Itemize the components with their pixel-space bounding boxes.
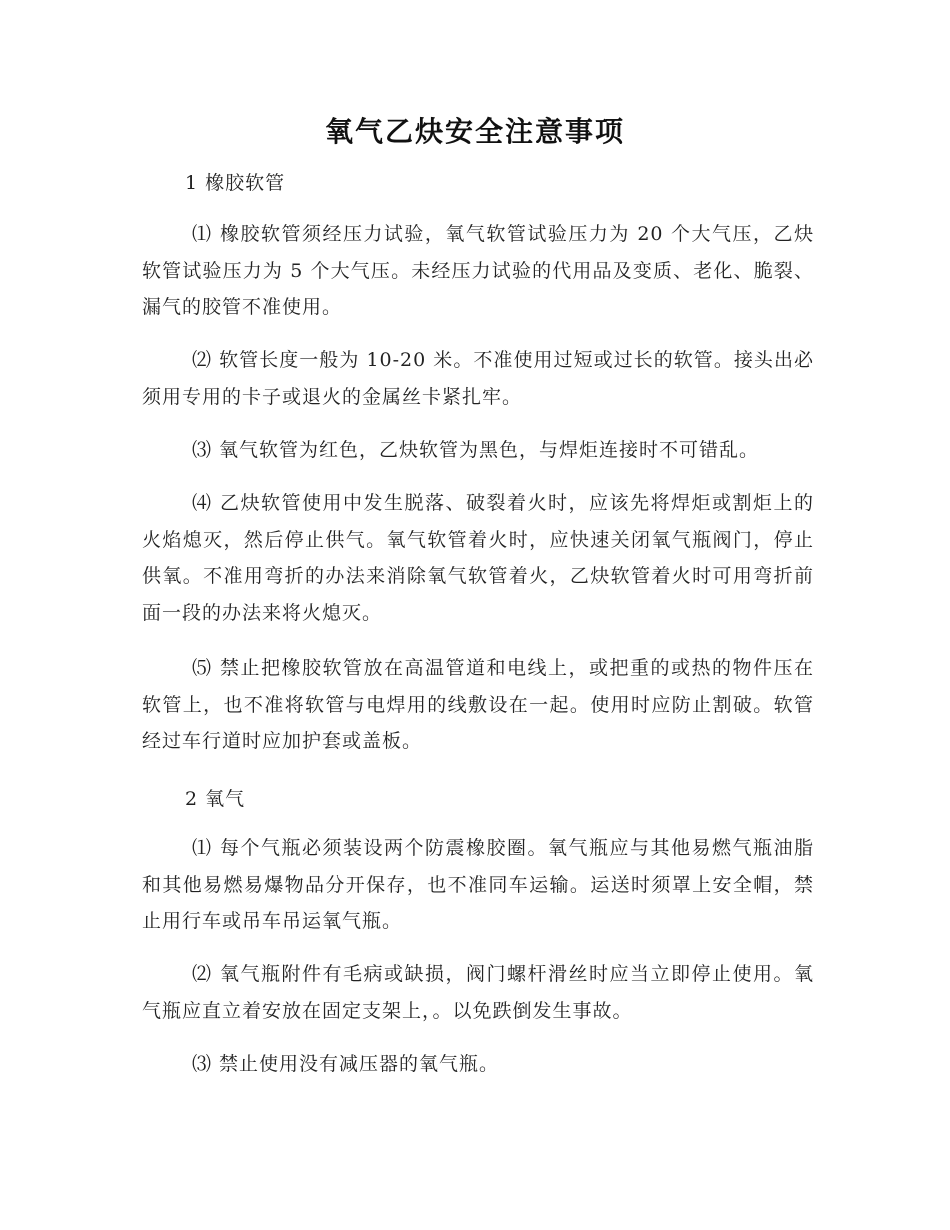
paragraph: ⑵ 软管长度一般为 10-20 米。不准使用过短或过长的软管。接头出必须用专用的卡子或退火的金属丝卡紧扎牢。 bbox=[142, 349, 814, 408]
paragraph: ⑶ 禁止使用没有减压器的氧气瓶。 bbox=[192, 1053, 500, 1075]
paragraph: ⑷ 乙炔软管使用中发生脱落、破裂着火时，应该先将焊炬或割炬上的火焰熄灭，然后停止供气。氧气软管着火时，应快速关闭氧气瓶阀门，停止供氧。不准用弯折的办法来消除氧气软管着火，乙炔软管着火时可用弯折前面一段的办法来将火熄灭。 bbox=[142, 492, 814, 624]
paragraph: ⑴ 每个气瓶必须装设两个防震橡胶圈。氧气瓶应与其他易燃气瓶油脂和其他易燃易爆物品分开保存，也不准同车运输。运送时须罩上安全帽，禁止用行车或吊车吊运氧气瓶。 bbox=[142, 837, 814, 932]
paragraph: ⑴ 橡胶软管须经压力试验，氧气软管试验压力为 20 个大气压，乙炔软管试验压力为 5 个大气压。未经压力试验的代用品及变质、老化、脆裂、漏气的胶管不准使用。 bbox=[142, 223, 814, 318]
section-heading-rubber-hose: 1 橡胶软管 bbox=[185, 172, 286, 194]
paragraph: ⑶ 氧气软管为红色，乙炔软管为黑色，与焊炬连接时不可错乱。 bbox=[192, 439, 760, 461]
paragraph: ⑵ 氧气瓶附件有毛病或缺损，阀门螺杆滑丝时应当立即停止使用。氧气瓶应直立着安放在固定支架上，。以免跌倒发生事故。 bbox=[142, 963, 814, 1022]
section-heading-oxygen: 2 氧气 bbox=[185, 788, 246, 810]
page-title: 氧气乙炔安全注意事项 bbox=[324, 115, 625, 148]
paragraph: ⑸ 禁止把橡胶软管放在高温管道和电线上，或把重的或热的物件压在软管上，也不准将软管与电焊用的线敷设在一起。使用时应防止割破。软管经过车行道时应加护套或盖板。 bbox=[142, 657, 814, 752]
